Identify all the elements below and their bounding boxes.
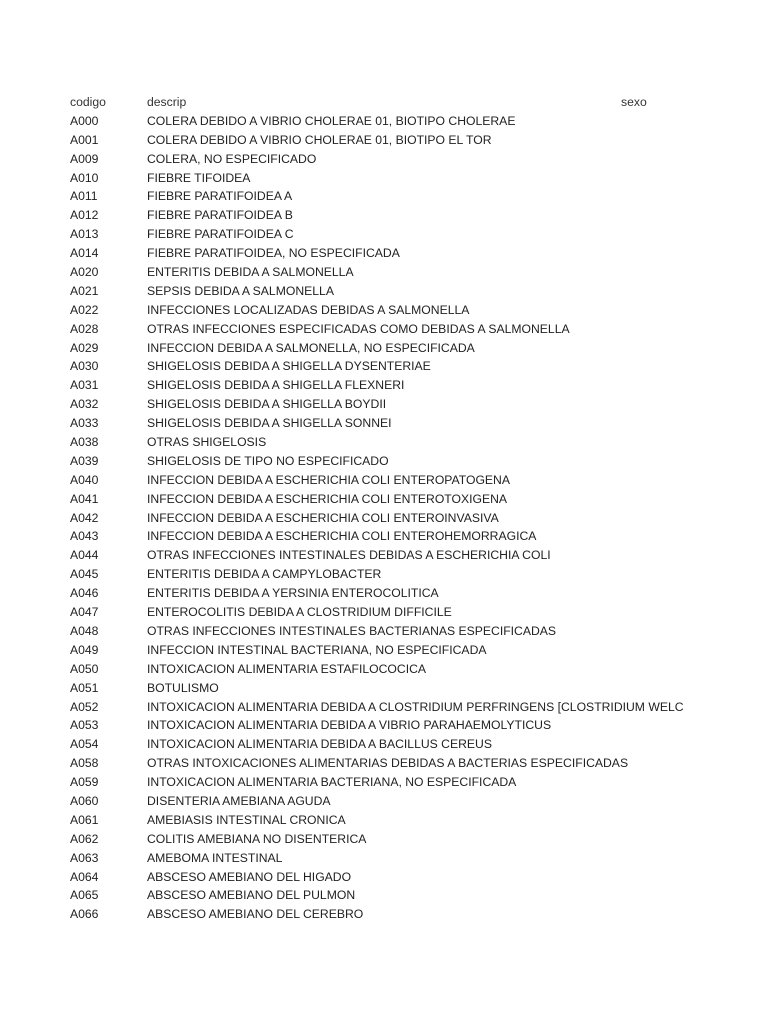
row-code: A059 <box>70 775 99 790</box>
table-row <box>70 679 696 698</box>
row-description: AMEBIASIS INTESTINAL CRONICA <box>147 812 346 827</box>
row-description: ENTEROCOLITIS DEBIDA A CLOSTRIDIUM DIFFICILE <box>147 605 452 620</box>
row-description: FIEBRE PARATIFOIDEA, NO ESPECIFICADA <box>147 246 400 261</box>
row-code: A021 <box>70 283 99 298</box>
row-code: A065 <box>70 888 99 903</box>
table-row <box>70 754 696 773</box>
table-row <box>70 584 696 603</box>
row-code: A032 <box>70 397 99 412</box>
row-description: INFECCION DEBIDA A ESCHERICHIA COLI ENTEROINVASIVA <box>147 510 499 525</box>
row-code: A001 <box>70 132 99 147</box>
table-row <box>70 225 696 244</box>
row-code: A044 <box>70 548 99 563</box>
row-description: AMEBOMA INTESTINAL <box>147 850 283 865</box>
row-description: COLERA, NO ESPECIFICADO <box>147 151 317 166</box>
table-row <box>70 905 696 924</box>
row-code: A045 <box>70 567 99 582</box>
row-description: SHIGELOSIS DEBIDA A SHIGELLA BOYDII <box>147 397 387 412</box>
table-row <box>70 811 696 830</box>
table-row <box>70 716 696 735</box>
row-code: A000 <box>70 113 99 128</box>
table-row <box>70 509 696 528</box>
row-code: A061 <box>70 812 99 827</box>
table-row <box>70 187 696 206</box>
row-description: INTOXICACION ALIMENTARIA DEBIDA A BACILLUS CEREUS <box>147 737 492 752</box>
row-description: SHIGELOSIS DEBIDA A SHIGELLA FLEXNERI <box>147 378 405 393</box>
table-row <box>70 357 696 376</box>
row-description: SHIGELOSIS DEBIDA A SHIGELLA DYSENTERIAE <box>147 359 431 374</box>
row-code: A011 <box>70 189 98 204</box>
table-row <box>70 395 696 414</box>
table-row <box>70 471 696 490</box>
table-row <box>70 169 696 188</box>
row-code: A064 <box>70 869 99 884</box>
row-description: INTOXICACION ALIMENTARIA BACTERIANA, NO ESPECIFICADA <box>147 775 517 790</box>
table-row <box>70 112 696 131</box>
row-code: A040 <box>70 472 99 487</box>
row-description: INFECCION DEBIDA A SALMONELLA, NO ESPECIFICADA <box>147 340 475 355</box>
row-description: OTRAS INFECCIONES INTESTINALES DEBIDAS A ESCHERICHIA COLI <box>147 548 551 563</box>
row-code: A058 <box>70 756 99 771</box>
row-description: OTRAS INTOXICACIONES ALIMENTARIAS DEBIDAS A BACTERIAS ESPECIFICADAS <box>147 756 629 771</box>
table-row <box>70 603 696 622</box>
table-row <box>70 414 696 433</box>
row-description: INFECCION DEBIDA A ESCHERICHIA COLI ENTEROTOXIGENA <box>147 491 508 506</box>
table-row <box>70 830 696 849</box>
row-description: OTRAS INFECCIONES ESPECIFICADAS COMO DEBIDAS A SALMONELLA <box>147 321 570 336</box>
row-code: A012 <box>70 208 99 223</box>
row-description: ABSCESO AMEBIANO DEL HIGADO <box>147 869 352 884</box>
row-code: A020 <box>70 265 99 280</box>
row-code: A046 <box>70 586 99 601</box>
table-row <box>70 452 696 471</box>
row-description: SHIGELOSIS DE TIPO NO ESPECIFICADO <box>147 453 389 468</box>
row-description: INFECCION INTESTINAL BACTERIANA, NO ESPECIFICADA <box>147 642 487 657</box>
row-description: SHIGELOSIS DEBIDA A SHIGELLA SONNEI <box>147 416 392 431</box>
row-description: COLERA DEBIDO A VIBRIO CHOLERAE 01, BIOTIPO CHOLERAE <box>147 113 516 128</box>
row-description: INFECCION DEBIDA A ESCHERICHIA COLI ENTEROHEMORRAGICA <box>147 529 537 544</box>
row-code: A066 <box>70 907 99 922</box>
row-code: A062 <box>70 831 99 846</box>
table-row <box>70 641 696 660</box>
row-code: A014 <box>70 246 99 261</box>
code-table <box>70 93 696 924</box>
table-row <box>70 849 696 868</box>
header-codigo: codigo <box>70 95 106 109</box>
table-row <box>70 244 696 263</box>
row-code: A022 <box>70 302 99 317</box>
row-code: A060 <box>70 793 99 808</box>
row-description: COLITIS AMEBIANA NO DISENTERICA <box>147 831 367 846</box>
row-code: A050 <box>70 661 99 676</box>
row-code: A038 <box>70 435 99 450</box>
row-description: SEPSIS DEBIDA A SALMONELLA <box>147 283 334 298</box>
row-code: A063 <box>70 850 99 865</box>
table-row <box>70 622 696 641</box>
table-row <box>70 263 696 282</box>
row-code: A053 <box>70 718 99 733</box>
table-row <box>70 301 696 320</box>
row-description: COLERA DEBIDO A VIBRIO CHOLERAE 01, BIOTIPO EL TOR <box>147 132 492 147</box>
table-row <box>70 660 696 679</box>
table-row <box>70 773 696 792</box>
table-row <box>70 886 696 905</box>
table-row <box>70 206 696 225</box>
table-body <box>70 112 696 924</box>
row-code: A048 <box>70 623 99 638</box>
row-description: INTOXICACION ALIMENTARIA DEBIDA A CLOSTRIDIUM PERFRINGENS [CLOSTRIDIUM WELC <box>147 699 684 714</box>
row-description: FIEBRE PARATIFOIDEA A <box>147 189 293 204</box>
table-row <box>70 735 696 754</box>
row-code: A013 <box>70 227 99 242</box>
table-row <box>70 565 696 584</box>
row-code: A030 <box>70 359 99 374</box>
row-code: A051 <box>70 680 99 695</box>
row-description: FIEBRE PARATIFOIDEA B <box>147 208 293 223</box>
row-code: A042 <box>70 510 99 525</box>
table-row <box>70 150 696 169</box>
row-code: A039 <box>70 453 99 468</box>
table-row <box>70 339 696 358</box>
row-description: OTRAS SHIGELOSIS <box>147 435 267 450</box>
row-code: A031 <box>70 378 99 393</box>
row-description: INTOXICACION ALIMENTARIA ESTAFILOCOCICA <box>147 661 427 676</box>
row-code: A047 <box>70 605 99 620</box>
row-description: ENTERITIS DEBIDA A YERSINIA ENTEROCOLITICA <box>147 586 439 601</box>
row-code: A052 <box>70 699 99 714</box>
row-code: A028 <box>70 321 99 336</box>
row-description: INTOXICACION ALIMENTARIA DEBIDA A VIBRIO PARAHAEMOLYTICUS <box>147 718 552 733</box>
row-description: ENTERITIS DEBIDA A SALMONELLA <box>147 265 354 280</box>
table-row <box>70 527 696 546</box>
row-description: OTRAS INFECCIONES INTESTINALES BACTERIANAS ESPECIFICADAS <box>147 623 557 638</box>
row-description: ABSCESO AMEBIANO DEL CEREBRO <box>147 907 364 922</box>
row-code: A043 <box>70 529 99 544</box>
row-code: A029 <box>70 340 99 355</box>
table-row <box>70 792 696 811</box>
header-sexo: sexo <box>621 95 647 109</box>
row-code: A010 <box>70 170 99 185</box>
table-row <box>70 282 696 301</box>
table-row <box>70 131 696 150</box>
row-description: ENTERITIS DEBIDA A CAMPYLOBACTER <box>147 567 382 582</box>
table-row <box>70 868 696 887</box>
table-header-row <box>70 93 696 112</box>
table-row <box>70 320 696 339</box>
row-description: FIEBRE PARATIFOIDEA C <box>147 227 294 242</box>
row-description: INFECCION DEBIDA A ESCHERICHIA COLI ENTEROPATOGENA <box>147 472 510 487</box>
row-code: A049 <box>70 642 99 657</box>
table-row <box>70 433 696 452</box>
row-code: A041 <box>70 491 99 506</box>
header-descrip: descrip <box>147 95 187 109</box>
row-description: INFECCIONES LOCALIZADAS DEBIDAS A SALMONELLA <box>147 302 470 317</box>
row-description: BOTULISMO <box>147 680 219 695</box>
row-description: FIEBRE TIFOIDEA <box>147 170 251 185</box>
row-code: A054 <box>70 737 99 752</box>
row-description: ABSCESO AMEBIANO DEL PULMON <box>147 888 356 903</box>
row-code: A033 <box>70 416 99 431</box>
table-row <box>70 376 696 395</box>
row-code: A009 <box>70 151 99 166</box>
table-row <box>70 698 696 717</box>
table-row <box>70 546 696 565</box>
table-row <box>70 490 696 509</box>
row-description: DISENTERIA AMEBIANA AGUDA <box>147 793 331 808</box>
